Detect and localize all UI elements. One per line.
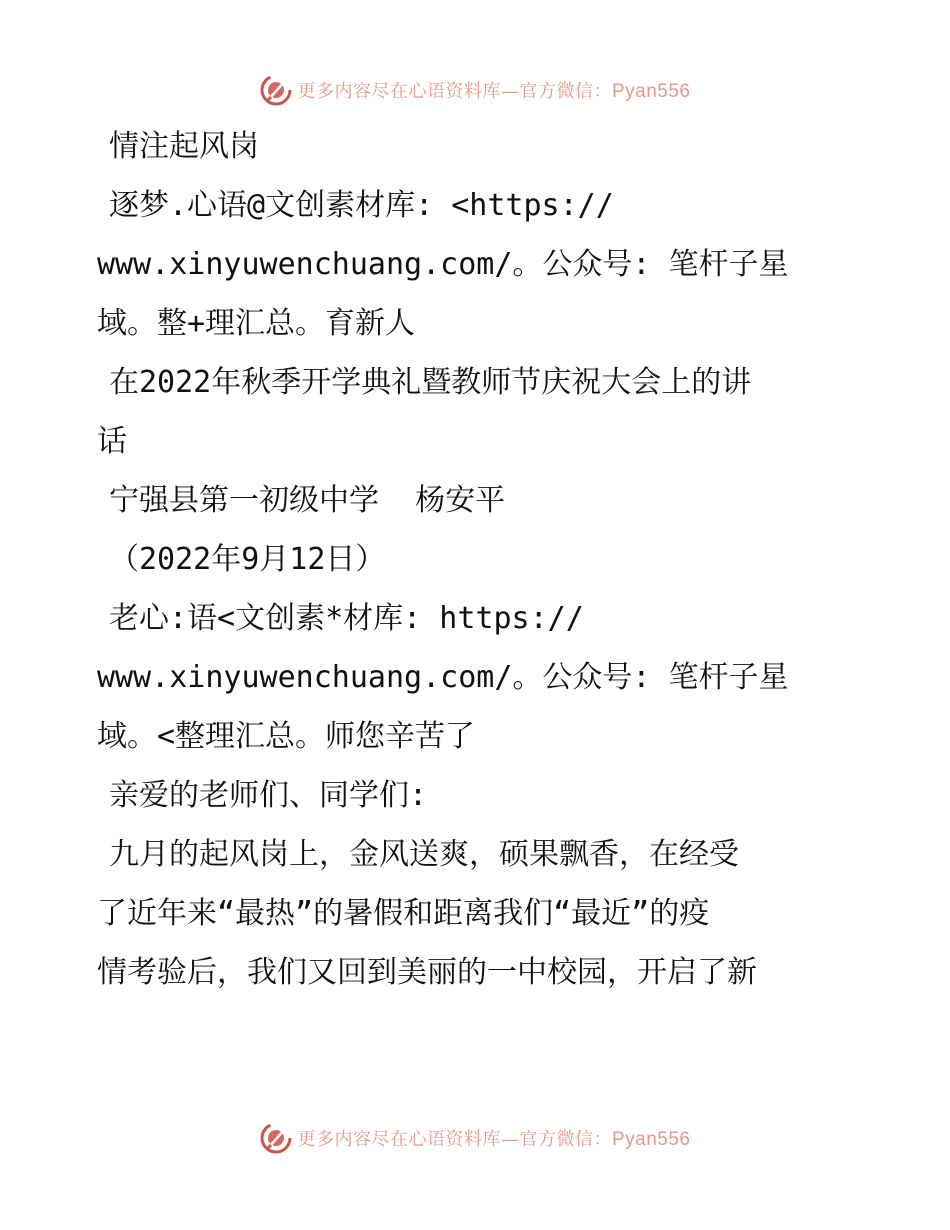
speech-title: 在2022年秋季开学典礼暨教师节庆祝大会上的讲 [109,365,752,400]
paragraph-line: 九月的起风岗上，金风送爽，硕果飘香，在经受 [109,837,739,872]
seal-pen-icon [259,73,293,107]
page-footer-watermark [0,1118,950,1158]
seal-pen-icon [259,1121,293,1155]
header-banner-text [297,77,690,103]
paragraph-line: 了近年来“最热”的暑假和距离我们“最近”的疫 [97,896,710,931]
header-text-contact: 官方微信： [519,81,612,102]
text-line: 老心:语<文创素*材库: https:// [109,601,584,636]
header-text-main: 更多内容尽在心语资料库— [297,81,520,102]
text-line: 域。整+理汇总。育新人 [97,306,416,341]
page-header-watermark [0,70,950,110]
document-body [97,117,857,1002]
text-line: 逐梦.心语@文创素材库: <https:// [109,188,614,223]
text-line: www.xinyuwenchuang.com/。公众号: 笔杆子星 [97,660,789,695]
footer-banner-text [297,1125,690,1151]
date-line: （2022年9月12日） [109,542,386,577]
salutation: 亲爱的老师们、同学们: [109,778,428,813]
footer-text-contact: 官方微信： [519,1129,612,1150]
paragraph-title: 情注起风岗 [109,129,259,164]
speaker-line: 宁强县第一初级中学 杨安平 [109,483,506,518]
text-line: 域。<整理汇总。师您辛苦了 [97,719,476,754]
speech-title-cont: 话 [97,424,127,459]
footer-text-main: 更多内容尽在心语资料库— [297,1129,520,1150]
footer-handle: Pyan556 [611,1129,691,1150]
header-handle: Pyan556 [611,81,691,102]
text-line: www.xinyuwenchuang.com/。公众号: 笔杆子星 [97,247,789,282]
paragraph-line: 情考验后，我们又回到美丽的一中校园，开启了新 [97,955,757,990]
